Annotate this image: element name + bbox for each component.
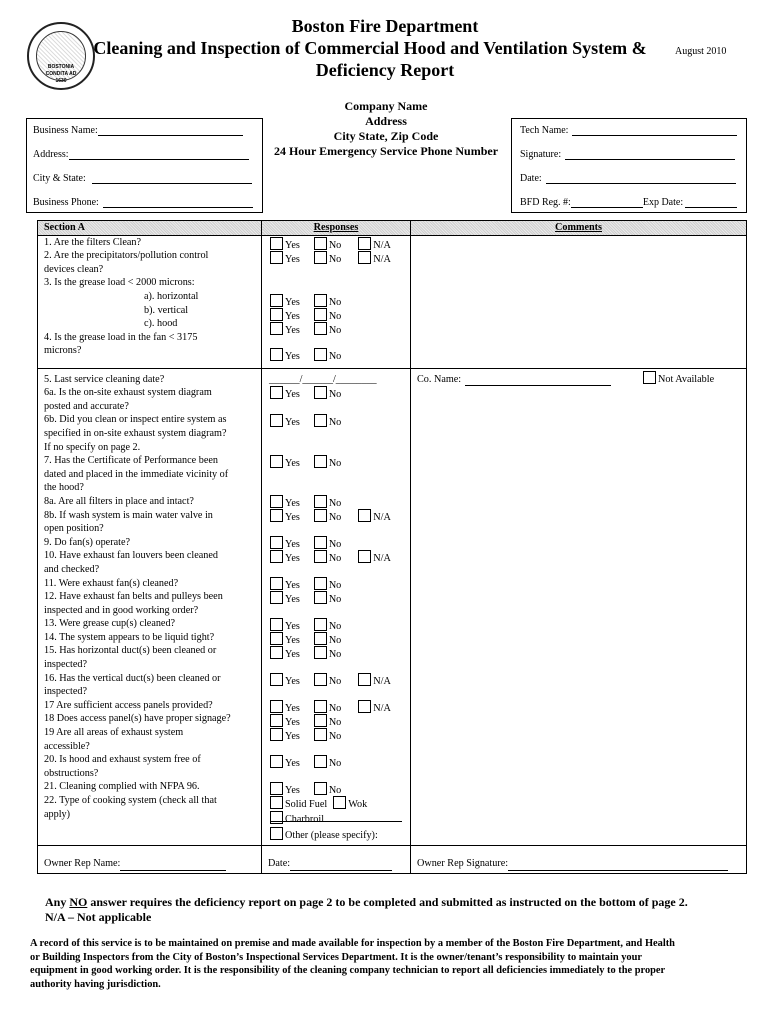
yes-label: Yes: [285, 388, 300, 400]
q8b-no-checkbox[interactable]: [314, 509, 327, 522]
question-15: 15. Has horizontal duct(s) been cleaned or: [44, 645, 217, 657]
no-label: No: [328, 552, 342, 564]
seal-text-mid: CONDITA AD: [45, 71, 77, 77]
q13-yes-checkbox[interactable]: [270, 618, 283, 631]
q8a-no-checkbox[interactable]: [314, 495, 327, 508]
q2-na-checkbox[interactable]: [358, 251, 371, 264]
question-6a: 6a. Is the on-site exhaust system diagram: [44, 387, 212, 399]
q19-responses: [270, 728, 341, 744]
q7-no-checkbox[interactable]: [314, 455, 327, 468]
no-label: No: [328, 716, 342, 728]
q11-no-checkbox[interactable]: [314, 577, 327, 590]
page-title: Boston Fire Department: [291, 16, 479, 36]
q16-responses: [270, 673, 391, 689]
question-12: 12. Have exhaust fan belts and pulleys been: [44, 591, 223, 603]
no-label: No: [328, 784, 342, 796]
question-3a: a). horizontal: [144, 290, 199, 302]
tech-date-field[interactable]: [520, 173, 736, 184]
yes-label: Yes: [285, 784, 300, 796]
question-15-cont: inspected?: [44, 659, 87, 671]
q2-no-checkbox[interactable]: [314, 251, 327, 264]
solid-fuel-checkbox[interactable]: [270, 796, 283, 809]
not-available-checkbox[interactable]: [643, 371, 656, 384]
no-label: No: [328, 497, 342, 509]
q14-no-checkbox[interactable]: [314, 632, 327, 645]
q10-na-checkbox[interactable]: [358, 550, 371, 563]
no-label: No: [328, 324, 342, 336]
company-city: City State, Zip Code: [333, 129, 439, 143]
table-header-row: [38, 221, 747, 236]
tech-date-label: Date:: [520, 173, 542, 184]
company-phone: 24 Hour Emergency Service Phone Number: [273, 144, 499, 158]
q15-yes-checkbox[interactable]: [270, 646, 283, 659]
address-field[interactable]: [33, 149, 249, 160]
q10-responses: [270, 550, 391, 566]
owner-rep-name-field[interactable]: [38, 845, 262, 873]
yes-label: Yes: [285, 620, 300, 632]
yes-label: Yes: [285, 648, 300, 660]
q1-na-checkbox[interactable]: [358, 237, 371, 250]
na-label: N/A: [373, 239, 391, 251]
yes-label: Yes: [285, 253, 300, 265]
owner-signature-label: Owner Rep Signature:: [417, 858, 509, 869]
question-20-cont: obstructions?: [44, 767, 99, 779]
responses-1-4: [262, 235, 411, 368]
question-2: 2. Are the precipitators/pollution control: [44, 250, 209, 262]
question-13: 13. Were grease cup(s) cleaned?: [44, 618, 176, 630]
question-8b: 8b. If wash system is main water valve in: [44, 509, 213, 521]
yes-label: Yes: [285, 310, 300, 322]
q1-yes-checkbox[interactable]: [270, 237, 283, 250]
address-label: Address:: [33, 149, 69, 160]
record-notice-line: equipment in good working order. It is the responsibility of the cleaning company technician to report all deficiencies immediately to the proper: [30, 965, 666, 976]
yes-label: Yes: [285, 511, 300, 523]
question-1: 1. Are the filters Clean?: [44, 236, 142, 248]
question-12-cont: inspected and in good working order?: [44, 604, 199, 616]
owner-rep-label: Owner Rep Name:: [44, 858, 121, 869]
question-16-cont: inspected?: [44, 686, 87, 698]
q17-yes-checkbox[interactable]: [270, 700, 283, 713]
section-a-header: Section A: [38, 221, 262, 236]
yes-label: Yes: [285, 675, 300, 687]
questions-5-22: [38, 368, 262, 845]
q6b-yes-checkbox[interactable]: [270, 414, 283, 427]
q15-responses: [270, 646, 341, 662]
wok-checkbox[interactable]: [333, 796, 346, 809]
no-label: No: [328, 730, 342, 742]
note-any: Any: [45, 895, 70, 909]
na-note: N/A – Not applicable: [45, 910, 152, 924]
no-label: No: [328, 388, 342, 400]
q10-no-checkbox[interactable]: [314, 550, 327, 563]
owner-signature-field[interactable]: [411, 845, 747, 873]
q4-no-checkbox[interactable]: [314, 348, 327, 361]
co-name-field[interactable]: [417, 373, 611, 387]
question-8b-cont: open position?: [44, 523, 104, 535]
q6b-responses: [270, 414, 341, 430]
yes-label: Yes: [285, 350, 300, 362]
yes-label: Yes: [285, 702, 300, 714]
question-17: 17 Are sufficient access panels provided?: [44, 699, 213, 711]
q12-yes-checkbox[interactable]: [270, 591, 283, 604]
no-label: No: [328, 538, 342, 550]
no-label: No: [328, 350, 342, 362]
signature-row: [38, 845, 747, 873]
q20-no-checkbox[interactable]: [314, 755, 327, 768]
q22-cooking-options: [270, 796, 378, 843]
q16-no-checkbox[interactable]: [314, 673, 327, 686]
owner-date-field[interactable]: [262, 845, 411, 873]
business-phone-field[interactable]: [33, 197, 253, 208]
tech-name-field[interactable]: [520, 125, 737, 136]
q8b-responses: [270, 509, 391, 525]
business-name-label: Business Name:: [33, 125, 98, 136]
question-8a: 8a. Are all filters in place and intact?: [44, 495, 194, 507]
question-7-cont2: the hood?: [44, 482, 84, 494]
company-address: Address: [365, 114, 407, 128]
q15-no-checkbox[interactable]: [314, 646, 327, 659]
yes-label: Yes: [285, 757, 300, 769]
question-9: 9. Do fan(s) operate?: [44, 536, 130, 548]
technician-info-box: [511, 118, 747, 213]
yes-label: Yes: [285, 634, 300, 646]
bfd-reg-field[interactable]: [520, 197, 737, 208]
q3a-yes-checkbox[interactable]: [270, 294, 283, 307]
record-notice: [30, 937, 750, 991]
q4-yes-checkbox[interactable]: [270, 348, 283, 361]
yes-label: Yes: [285, 457, 300, 469]
no-label: No: [328, 310, 342, 322]
seal-text-year: 1630: [55, 78, 67, 84]
no-label: No: [328, 511, 342, 523]
q2-yes-checkbox[interactable]: [270, 251, 283, 264]
q3b-no-checkbox[interactable]: [314, 308, 327, 321]
question-10-cont: and checked?: [44, 563, 100, 575]
record-notice-line: A record of this service is to be maintained on premise and made available for inspection by a member of the Boston Fire Department, and Health: [30, 938, 675, 949]
q21-no-checkbox[interactable]: [314, 782, 327, 795]
q6a-responses: [270, 386, 341, 402]
q6a-yes-checkbox[interactable]: [270, 386, 283, 399]
question-3b: b). vertical: [144, 304, 189, 316]
note-rest: answer requires the deficiency report on page 2 to be completed and submitted as instructed on the bottom of page 2.: [87, 895, 688, 909]
business-name-field[interactable]: [33, 125, 243, 136]
na-label: N/A: [373, 702, 391, 714]
yes-label: Yes: [285, 730, 300, 742]
other-specify-line[interactable]: [270, 821, 402, 823]
question-6b-cont2: If no specify on page 2.: [44, 441, 141, 453]
q6a-no-checkbox[interactable]: [314, 386, 327, 399]
question-16: 16. Has the vertical duct(s) been cleaned or: [44, 672, 221, 684]
q3c-no-checkbox[interactable]: [314, 322, 327, 335]
q14-yes-checkbox[interactable]: [270, 632, 283, 645]
no-label: No: [328, 702, 342, 714]
business-info-box: [26, 118, 263, 213]
question-2-cont: devices clean?: [44, 263, 104, 275]
q11-yes-checkbox[interactable]: [270, 577, 283, 590]
q3b-yes-checkbox[interactable]: [270, 308, 283, 321]
record-notice-line: or Building Inspectors from the City of Boston’s Inspectional Services Department. It is the owner/tenant’s responsibility to maintain your: [30, 951, 642, 963]
owner-date-label: Date:: [268, 858, 291, 869]
question-4: 4. Is the grease load in the fan < 3175: [44, 331, 198, 343]
q9-yes-checkbox[interactable]: [270, 536, 283, 549]
question-5: 5. Last service cleaning date?: [44, 373, 165, 385]
no-label: No: [328, 239, 342, 251]
responses-header: Responses: [262, 221, 411, 236]
tech-name-label: Tech Name:: [520, 125, 569, 136]
q17-no-checkbox[interactable]: [314, 700, 327, 713]
na-label: N/A: [373, 511, 391, 523]
yes-label: Yes: [285, 497, 300, 509]
question-6a-cont: posted and accurate?: [44, 400, 129, 412]
yes-label: Yes: [285, 324, 300, 336]
comments-5-22[interactable]: [411, 368, 747, 845]
q18-yes-checkbox[interactable]: [270, 714, 283, 727]
not-available-option[interactable]: [643, 371, 714, 387]
q7-yes-checkbox[interactable]: [270, 455, 283, 468]
q9-no-checkbox[interactable]: [314, 536, 327, 549]
q6b-no-checkbox[interactable]: [314, 414, 327, 427]
yes-label: Yes: [285, 552, 300, 564]
no-label: No: [328, 593, 342, 605]
question-19: 19 Are all areas of exhaust system: [44, 727, 184, 739]
not-available-label: Not Available: [658, 373, 715, 385]
yes-label: Yes: [285, 538, 300, 550]
inspection-table: [37, 220, 747, 874]
q17-na-checkbox[interactable]: [358, 700, 371, 713]
q19-yes-checkbox[interactable]: [270, 728, 283, 741]
yes-label: Yes: [285, 593, 300, 605]
question-22: 22. Type of cooking system (check all that: [44, 795, 217, 806]
bfd-reg-label: BFD Reg. #:: [520, 197, 571, 208]
question-3: 3. Is the grease load < 2000 microns:: [44, 277, 195, 289]
q8b-na-checkbox[interactable]: [358, 509, 371, 522]
q19-no-checkbox[interactable]: [314, 728, 327, 741]
other-checkbox[interactable]: [270, 827, 283, 840]
yes-label: Yes: [285, 579, 300, 591]
co-name-label: Co. Name:: [417, 373, 462, 385]
page-subtitle: Cleaning and Inspection of Commercial Hood and Ventilation System &: [93, 38, 647, 58]
na-label: N/A: [373, 552, 391, 564]
question-20: 20. Is hood and exhaust system free of: [44, 754, 201, 766]
questions-1-4: [38, 235, 262, 368]
question-4-cont: microns?: [44, 345, 82, 357]
solid-fuel-label: Solid Fuel: [285, 798, 328, 810]
q16-yes-checkbox[interactable]: [270, 673, 283, 686]
yes-label: Yes: [285, 416, 300, 428]
comments-header: Comments: [411, 221, 747, 236]
q8a-yes-checkbox[interactable]: [270, 495, 283, 508]
yes-label: Yes: [285, 296, 300, 308]
question-10: 10. Have exhaust fan louvers been cleaned: [44, 550, 218, 562]
question-7: 7. Has the Certificate of Performance been: [44, 455, 218, 467]
last-cleaning-date-input[interactable]: ______/______/________: [269, 373, 377, 385]
q8b-yes-checkbox[interactable]: [270, 509, 283, 522]
no-label: No: [328, 757, 342, 769]
city-state-field[interactable]: [33, 173, 252, 184]
no-label: No: [328, 620, 342, 632]
no-label: No: [328, 296, 342, 308]
q7-responses: [270, 455, 341, 471]
q2-responses: [270, 251, 391, 267]
no-label: No: [328, 675, 342, 687]
no-answer-note: [45, 895, 688, 910]
responses-5-22: [262, 368, 411, 845]
no-label: No: [328, 416, 342, 428]
record-notice-line: authority having jurisdiction.: [30, 978, 161, 990]
question-19-cont: accessible?: [44, 740, 90, 752]
seal-text-top: BOSTONIA: [47, 64, 75, 70]
q3a-no-checkbox[interactable]: [314, 294, 327, 307]
page-subtitle-2: Deficiency Report: [315, 60, 455, 80]
q12-no-checkbox[interactable]: [314, 591, 327, 604]
no-label: No: [328, 253, 342, 265]
revision-date: August 2010: [675, 46, 727, 57]
business-phone-label: Business Phone:: [33, 197, 99, 208]
q12-responses: [270, 591, 341, 607]
no-label: No: [328, 579, 342, 591]
q21-yes-checkbox[interactable]: [270, 782, 283, 795]
signature-field[interactable]: [520, 149, 735, 160]
no-label: No: [328, 457, 342, 469]
question-7-cont: dated and placed in the immediate vicinity of: [44, 468, 229, 480]
no-label: No: [328, 648, 342, 660]
q18-no-checkbox[interactable]: [314, 714, 327, 727]
q13-no-checkbox[interactable]: [314, 618, 327, 631]
company-block: [262, 99, 510, 159]
city-state-label: City & State:: [33, 173, 86, 184]
comments-1-4[interactable]: [411, 235, 747, 368]
question-6b-cont: specified in on-site exhaust system diagram?: [44, 427, 227, 439]
exp-date-label: Exp Date:: [642, 197, 684, 208]
q20-responses: [270, 755, 341, 771]
company-name: Company Name: [344, 99, 428, 113]
q3c-yes-checkbox[interactable]: [270, 322, 283, 335]
other-label: Other (please specify):: [285, 829, 378, 841]
question-18: 18 Does access panel(s) have proper signage?: [44, 713, 231, 725]
table-row: [38, 235, 747, 368]
q1-no-checkbox[interactable]: [314, 237, 327, 250]
q3c-responses: [270, 322, 341, 338]
wok-label: Wok: [348, 798, 368, 810]
q20-yes-checkbox[interactable]: [270, 755, 283, 768]
yes-label: Yes: [285, 239, 300, 251]
question-22-cont: apply): [44, 808, 71, 820]
signature-label: Signature:: [520, 149, 562, 160]
question-11: 11. Were exhaust fan(s) cleaned?: [44, 577, 179, 589]
na-label: N/A: [373, 253, 391, 265]
q4-responses: [270, 348, 341, 364]
q10-yes-checkbox[interactable]: [270, 550, 283, 563]
question-21: 21. Cleaning complied with NFPA 96.: [44, 781, 200, 793]
no-label: No: [328, 634, 342, 646]
charbroil-label: Charbroil: [285, 814, 325, 826]
question-14: 14. The system appears to be liquid tight?: [44, 631, 215, 643]
question-3c: c). hood: [144, 318, 178, 330]
note-no: NO: [69, 895, 88, 909]
q16-na-checkbox[interactable]: [358, 673, 371, 686]
table-row: [38, 368, 747, 845]
yes-label: Yes: [285, 716, 300, 728]
question-6b: 6b. Did you clean or inspect entire system as: [44, 414, 227, 426]
na-label: N/A: [373, 675, 391, 687]
